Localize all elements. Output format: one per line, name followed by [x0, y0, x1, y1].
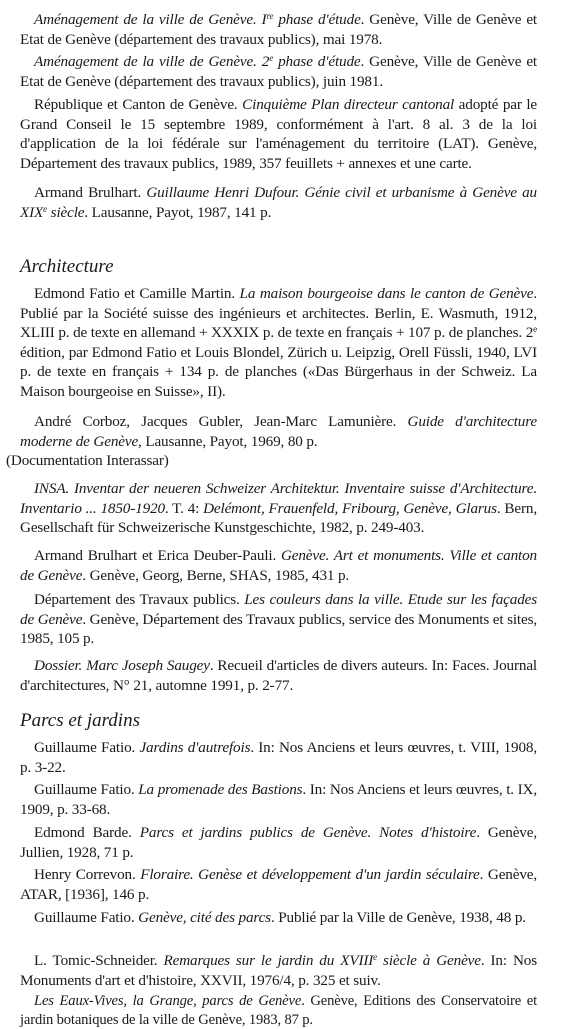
entry-text: Guillaume Fatio. — [34, 909, 139, 926]
entry-text: Armand Brulhart. — [34, 184, 147, 201]
bibliography-entry — [20, 738, 537, 777]
entry-text: . Lausanne, Payot, 1987, 141 p. — [84, 203, 272, 221]
entry-text: . In: Nos Monuments d'art et d'histoire, XXVII, 1976/4, p. 325 et suiv. — [20, 952, 537, 989]
entry-text: . Bern, Gesellschaft für Schweizerische Kunstgeschichte, 1982, p. 249-403. — [20, 499, 537, 537]
entry-title-text: Les Eaux-Vives, la Grange, parcs de Genève — [34, 993, 302, 1009]
section-heading-parcs-et-jardins: Parcs et jardins — [20, 710, 140, 731]
entry-text: République et Canton de Genève. — [34, 96, 243, 113]
entry-title-text: Dossier. Marc Joseph Saugey — [34, 657, 210, 674]
entry-title-text: Cinquième Plan directeur cantonal — [242, 96, 455, 113]
entry-text: . Publié par la Société suisse des ingénieurs et architectes. Berlin, E. Wasmuth, 1912, XLIII p. de texte en allemand + XXXIX p. de texte en français + 107 p. de planches. 2 — [20, 285, 537, 342]
entry-text: Département des Travaux publics. — [34, 591, 245, 608]
entry-text: . In: Nos Anciens et leurs œuvres, t. IX, 1909, p. 33-68. — [20, 781, 538, 818]
bibliography-entry — [20, 546, 537, 585]
bibliography-entry — [20, 908, 537, 928]
bibliography-entry — [20, 284, 537, 402]
entry-title-text: e — [269, 53, 274, 63]
bibliography-entry — [20, 865, 537, 904]
entry-title-text: re — [266, 11, 274, 21]
entry-title-text: siècle à Genève — [377, 952, 481, 969]
entry-text: . Genève, Jullien, 1928, 71 p. — [20, 824, 537, 861]
entry-title-text: Genève, cité des parcs — [138, 909, 271, 926]
entry-text: Edmond Barde. — [34, 824, 140, 841]
entry-title-text: siècle — [47, 203, 85, 221]
entry-text: . Genève, Département des Travaux publics, service des Monuments et sites, 1985, 105 p. — [20, 610, 537, 648]
entry-text: . Genève, Editions des Conservatoire et jardin botaniques de la ville de Genève, 1983, 87 p. — [20, 993, 537, 1028]
bibliography-entry — [20, 479, 537, 538]
entry-text: Guillaume Fatio. — [34, 739, 140, 756]
entry-text: . Recueil d'articles de divers auteurs. In: Faces. Journal d'architectures, N° 21, automne 1991, p. 2-77. — [20, 657, 537, 694]
bibliography-entry — [6, 412, 537, 471]
entry-title-text: Jardins d'autrefois — [139, 739, 251, 756]
entry-text: . Genève, Ville de Genève et Etat de Genève (département des travaux publics), mai 1978. — [20, 11, 537, 48]
entry-text: Guillaume Fatio. — [34, 781, 139, 798]
entry-title-text: e — [373, 952, 378, 962]
entry-title-text: Genève. Art et monuments. Ville et canton de Genève — [20, 547, 537, 584]
entry-title-text: Guillaume Henri Dufour. Génie civil et urbanisme à Genève au XIX — [20, 184, 537, 221]
entry-text: . Publié par la Ville de Genève, 1938, 48 p. — [270, 909, 526, 926]
entry-text: Armand Brulhart et Erica Deuber-Pauli. — [34, 547, 281, 564]
entry-title-text: Les couleurs dans la ville. Etude sur les façades de Genève — [20, 591, 537, 628]
bibliography-entry — [20, 823, 537, 862]
entry-title-text: Delémont, Frauenfeld, Fribourg, Genève, Glarus — [203, 499, 497, 517]
entry-title-text: e — [43, 203, 48, 214]
entry-text: . T. 4: — [164, 499, 204, 517]
entry-text: édition, par Edmond Fatio et Louis Blondel, Zürich u. Leipzig, Orell Füssli, 1940, LVI p. de texte en français + 134 p. de planches («Das Bürgerhaus in der Schweiz. La Maison bourgeoise en Suisse», II). — [20, 343, 537, 400]
entry-title-text: phase d'étude — [273, 11, 361, 28]
entry-title-text: Aménagement de la ville de Genève. I — [34, 11, 267, 28]
entry-text: adopté par le Grand Conseil le 15 septembre 1989, conformément à l'art. 8 al. 3 de la loi d'application de la loi fédérale sur l'aménagement du territoire (LAT). Genève, Département des travaux publics, 1989, 357 feuillets + annexes et une carte. — [20, 96, 537, 172]
bibliography-entry — [20, 52, 537, 91]
entry-title-text: Guide d'architecture moderne de Genève — [20, 413, 537, 450]
entry-title-text: INSA. Inventar der neueren Schweizer Architektur. Inventaire suisse d'Architecture. Inventario ... 1850-1920 — [20, 480, 537, 517]
entry-text: . Genève, Georg, Berne, SHAS, 1985, 431 p. — [82, 566, 350, 584]
entry-text: L. Tomic-Schneider. — [34, 952, 164, 969]
bibliography-entry — [20, 992, 537, 1029]
entry-title-text: Aménagement de la ville de Genève. 2 — [34, 53, 270, 70]
bibliography-entry — [20, 590, 537, 649]
entry-text: Edmond Fatio et Camille Martin. — [34, 285, 240, 302]
entry-text: . In: Nos Anciens et leurs œuvres, t. VIII, 1908, p. 3-22. — [20, 739, 538, 776]
entry-title-text: Floraire. Genèse et développement d'un jardin séculaire — [140, 866, 480, 883]
bibliography-entry — [20, 656, 537, 695]
entry-text: . Genève, ATAR, [1936], 146 p. — [20, 866, 537, 903]
entry-note: (Documentation Interassar) — [6, 452, 169, 470]
entry-text: Henry Correvon. — [34, 866, 141, 883]
entry-title-text: phase d'étude — [273, 53, 361, 70]
entry-title-text: La maison bourgeoise dans le canton de Genève — [239, 285, 534, 302]
entry-title-text: Remarques sur le jardin du XVIII — [163, 952, 374, 969]
entry-title-text: Parcs et jardins publics de Genève. Notes d'histoire — [139, 824, 477, 841]
bibliography-entry — [20, 183, 537, 222]
entry-text: e — [533, 324, 537, 335]
entry-title-text: La promenade des Bastions — [138, 781, 303, 798]
entry-text: . Genève, Ville de Genève et Etat de Genève (département des travaux publics), juin 1981. — [20, 53, 537, 90]
entry-text: , Lausanne, Payot, 1969, 80 p. — [138, 432, 318, 450]
bibliography-entry — [20, 10, 537, 49]
bibliography-entry — [20, 780, 537, 819]
section-heading-architecture: Architecture — [20, 256, 114, 277]
bibliography-entry — [20, 951, 537, 990]
entry-text: André Corboz, Jacques Gubler, Jean-Marc Lamunière. — [34, 413, 408, 430]
bibliography-entry — [20, 95, 537, 173]
